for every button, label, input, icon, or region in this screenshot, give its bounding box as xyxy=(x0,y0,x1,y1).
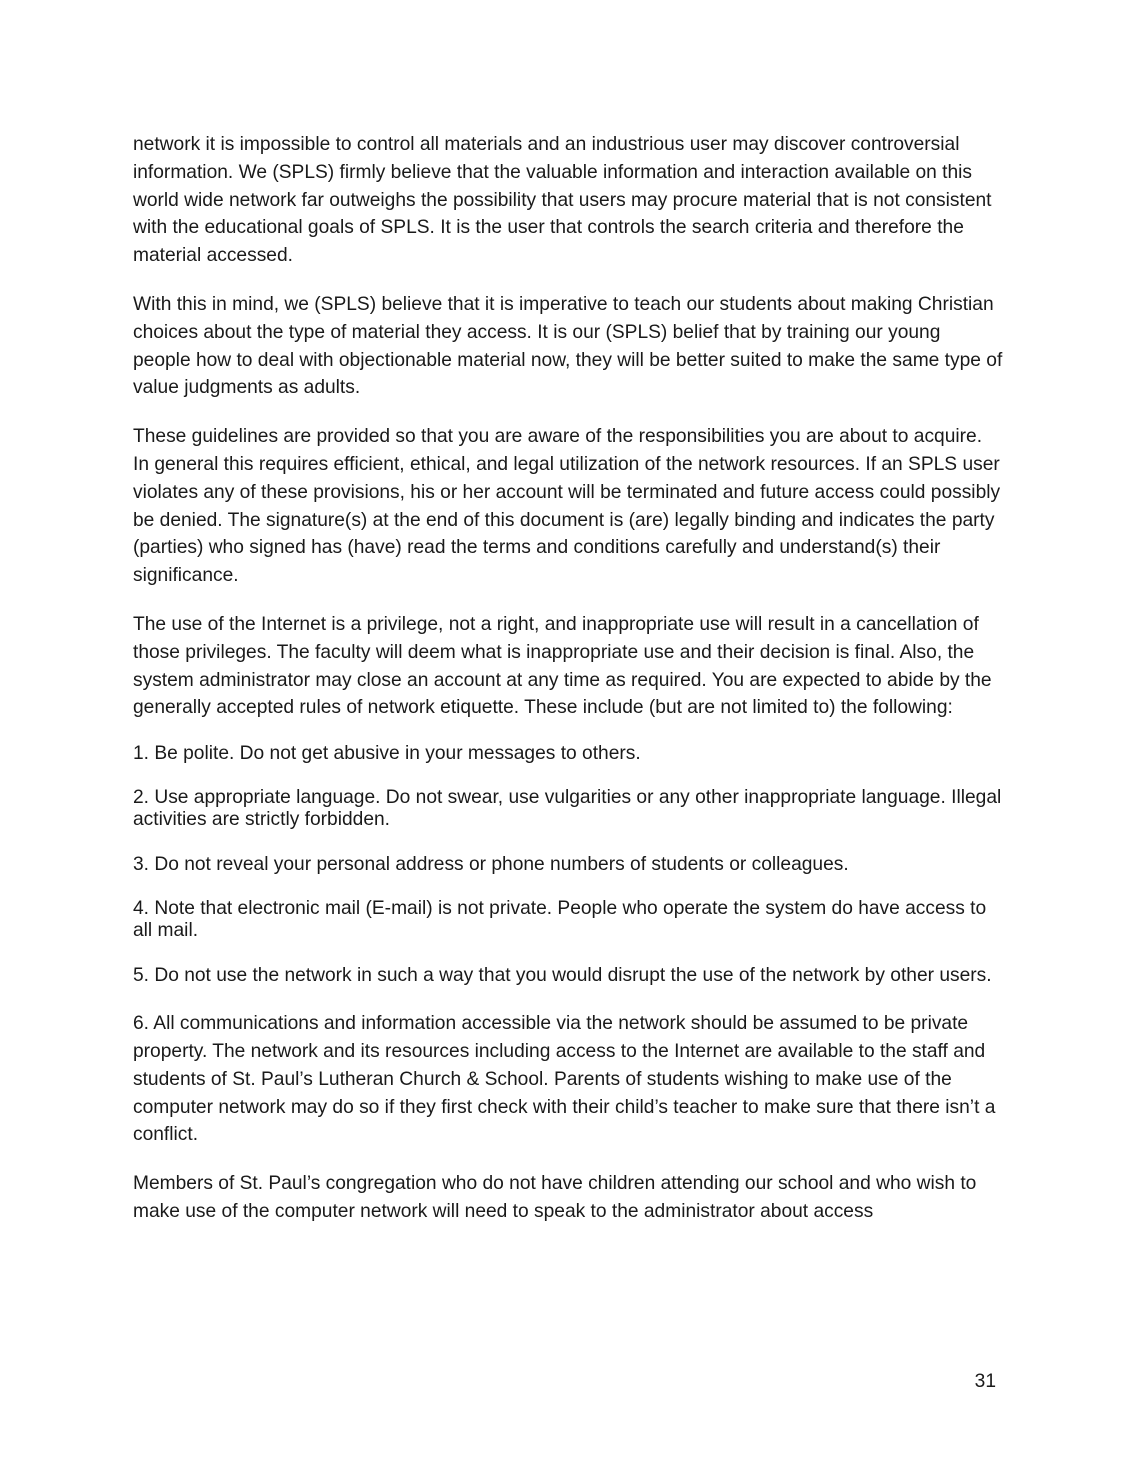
etiquette-rules-list xyxy=(133,743,1003,1149)
paragraph-christian-choices: With this in mind, we (SPLS) believe that it is imperative to teach our students about making Christian choices about the type of material they access. It is our (SPLS) belief that by training our young people how to deal with objectionable material now, they will be better suited to make the same type of value judgments as adults. xyxy=(133,293,1003,399)
rule-item-6: 6. All communications and information accessible via the network should be assumed to be private property. The network and its resources including access to the Internet are available to the staff and students of St. Paul’s Lutheran Church & School. Parents of students wishing to make use of the computer network may do so if they first check with their child’s teacher to make sure that there isn’t a conflict. xyxy=(133,1013,996,1146)
page-body xyxy=(133,131,1003,1247)
paragraph-congregation-members: Members of St. Paul’s congregation who do not have children attending our school and who wish to make use of the computer network will need to speak to the administrator about access xyxy=(133,1173,977,1222)
rule-item-1: 1. Be polite. Do not get abusive in your messages to others. xyxy=(133,743,641,765)
paragraph-network-controversial: network it is impossible to control all materials and an industrious user may discover controversial information. We (SPLS) firmly believe that the valuable information and interaction available on this world wide network far outweighs the possibility that users may procure material that is not consistent with the educational goals of SPLS. It is the user that controls the search criteria and therefore the material accessed. xyxy=(133,134,992,267)
rule-item-5: 5. Do not use the network in such a way that you would disrupt the use of the network by other users. xyxy=(133,965,992,987)
rule-item-3: 3. Do not reveal your personal address or phone numbers of students or colleagues. xyxy=(133,854,849,876)
paragraph-guidelines: These guidelines are provided so that you are aware of the responsibilities you are about to acquire. In general this requires efficient, ethical, and legal utilization of the network resources. If an SPLS user violates any of these provisions, his or her account will be terminated and future access could possibly be denied. The signature(s) at the end of this document is (are) legally binding and indicates the party (parties) who signed has (have) read the terms and conditions carefully and understand(s) their significance. xyxy=(133,426,1001,587)
paragraph-internet-privilege: The use of the Internet is a privilege, not a right, and inappropriate use will result in a cancellation of those privileges. The faculty will deem what is inappropriate use and their decision is final. Also, the system administrator may close an account at any time as required. You are expected to abide by the generally accepted rules of network etiquette. These include (but are not limited to) the following: xyxy=(133,613,992,719)
page-number: 31 xyxy=(974,1371,996,1392)
rule-item-4: 4. Note that electronic mail (E-mail) is not private. People who operate the system do have access to all mail. xyxy=(133,898,987,942)
rule-item-2: 2. Use appropriate language. Do not swear, use vulgarities or any other inappropriate language. Illegal activities are strictly forbidden. xyxy=(133,787,1002,831)
